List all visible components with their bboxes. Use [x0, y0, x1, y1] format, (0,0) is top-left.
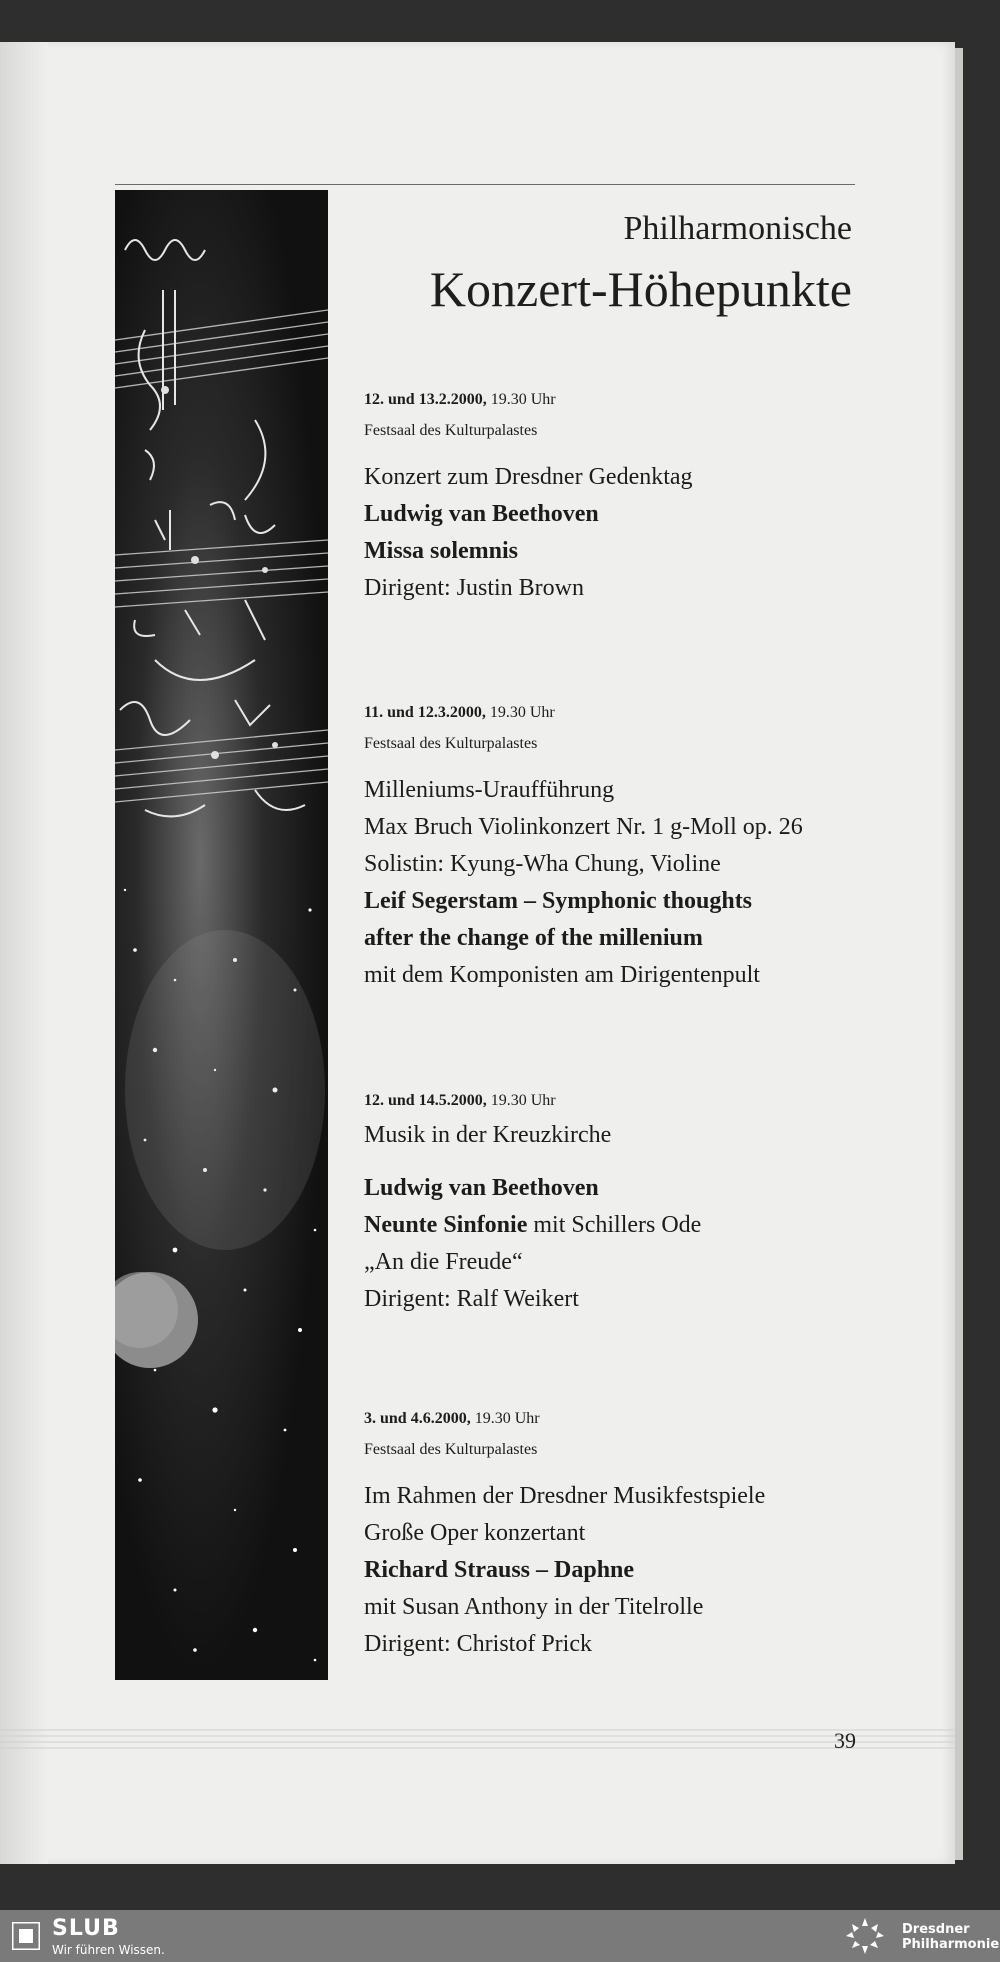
page-number: 39: [834, 1728, 856, 1753]
illustration-music-galaxy: [115, 190, 328, 1680]
event-date-days: 11. und 12.3.2000,: [364, 704, 486, 721]
top-rule: [115, 184, 855, 185]
event-2: [364, 701, 934, 994]
partner-name-line2: Philharmonie: [902, 1937, 1000, 1952]
event-date-days: 12. und 14.5.2000,: [364, 1092, 487, 1109]
page-spine: [0, 42, 48, 1864]
event-date: [364, 388, 934, 412]
event-line: Im Rahmen der Dresdner Musikfestspiele: [364, 1483, 766, 1509]
footer-bar: [0, 1910, 1000, 1962]
event-line: mit Susan Anthony in der Titelrolle: [364, 1594, 704, 1620]
event-line: Ludwig van Beethoven: [364, 501, 599, 527]
event-line: Leif Segerstam – Symphonic thoughts: [364, 888, 753, 914]
event-line: [364, 1207, 934, 1244]
event-line: Max Bruch Violinkonzert Nr. 1 g-Moll op. 26: [364, 814, 803, 840]
event-venue: Festsaal des Kulturpalastes: [364, 422, 538, 439]
event-time: 19.30 Uhr: [485, 704, 555, 721]
event-date-days: 3. und 4.6.2000,: [364, 1410, 471, 1427]
event-line: after the change of the millenium: [364, 925, 703, 951]
event-time: 19.30 Uhr: [486, 391, 556, 408]
partner-name: [902, 1922, 999, 1952]
event-venue: Musik in der Kreuzkirche: [364, 1122, 612, 1148]
event-date-days: 12. und 13.2.2000,: [364, 391, 487, 408]
event-line: Ludwig van Beethoven: [364, 1175, 599, 1201]
event-line: Dirigent: Justin Brown: [364, 575, 584, 601]
event-time: 19.30 Uhr: [470, 1410, 540, 1427]
event-line: Dirigent: Ralf Weikert: [364, 1286, 579, 1312]
library-name[interactable]: SLUB: [52, 1916, 120, 1941]
page-edge: [955, 48, 963, 1860]
event-line: Milleniums-Uraufführung: [364, 777, 615, 803]
event-line-rest: mit Schillers Ode: [527, 1212, 702, 1238]
library-tagline: Wir führen Wissen.: [52, 1943, 165, 1957]
event-date: [364, 701, 934, 725]
event-line: Missa solemnis: [364, 538, 519, 564]
event-line: Richard Strauss – Daphne: [364, 1557, 635, 1583]
partner-name-line1: Dresdner: [902, 1922, 970, 1937]
event-time: 19.30 Uhr: [486, 1092, 556, 1109]
event-4: [364, 1407, 934, 1663]
event-line: mit dem Komponisten am Dirigentenpult: [364, 962, 760, 988]
bottom-rules: [0, 1728, 955, 1758]
event-venue: Festsaal des Kulturpalastes: [364, 1441, 538, 1458]
event-line-bold: Neunte Sinfonie: [364, 1212, 528, 1238]
event-line: Dirigent: Christof Prick: [364, 1631, 592, 1657]
event-line: Konzert zum Dresdner Gedenktag: [364, 464, 693, 490]
dresdner-philharmonie-logo-icon[interactable]: [840, 1914, 890, 1958]
slub-logo-icon[interactable]: [12, 1922, 40, 1950]
event-1: [364, 388, 934, 607]
event-line: Große Oper konzertant: [364, 1520, 586, 1546]
heading-line1: Philharmonische: [623, 210, 852, 247]
event-date: [364, 1089, 934, 1113]
page-title: Konzert-Höhepunkte: [429, 261, 852, 317]
event-line: „An die Freude“: [364, 1249, 523, 1275]
event-3: [364, 1089, 934, 1318]
event-date: [364, 1407, 934, 1431]
event-venue: Festsaal des Kulturpalastes: [364, 735, 538, 752]
event-line: Solistin: Kyung-Wha Chung, Violine: [364, 851, 721, 877]
